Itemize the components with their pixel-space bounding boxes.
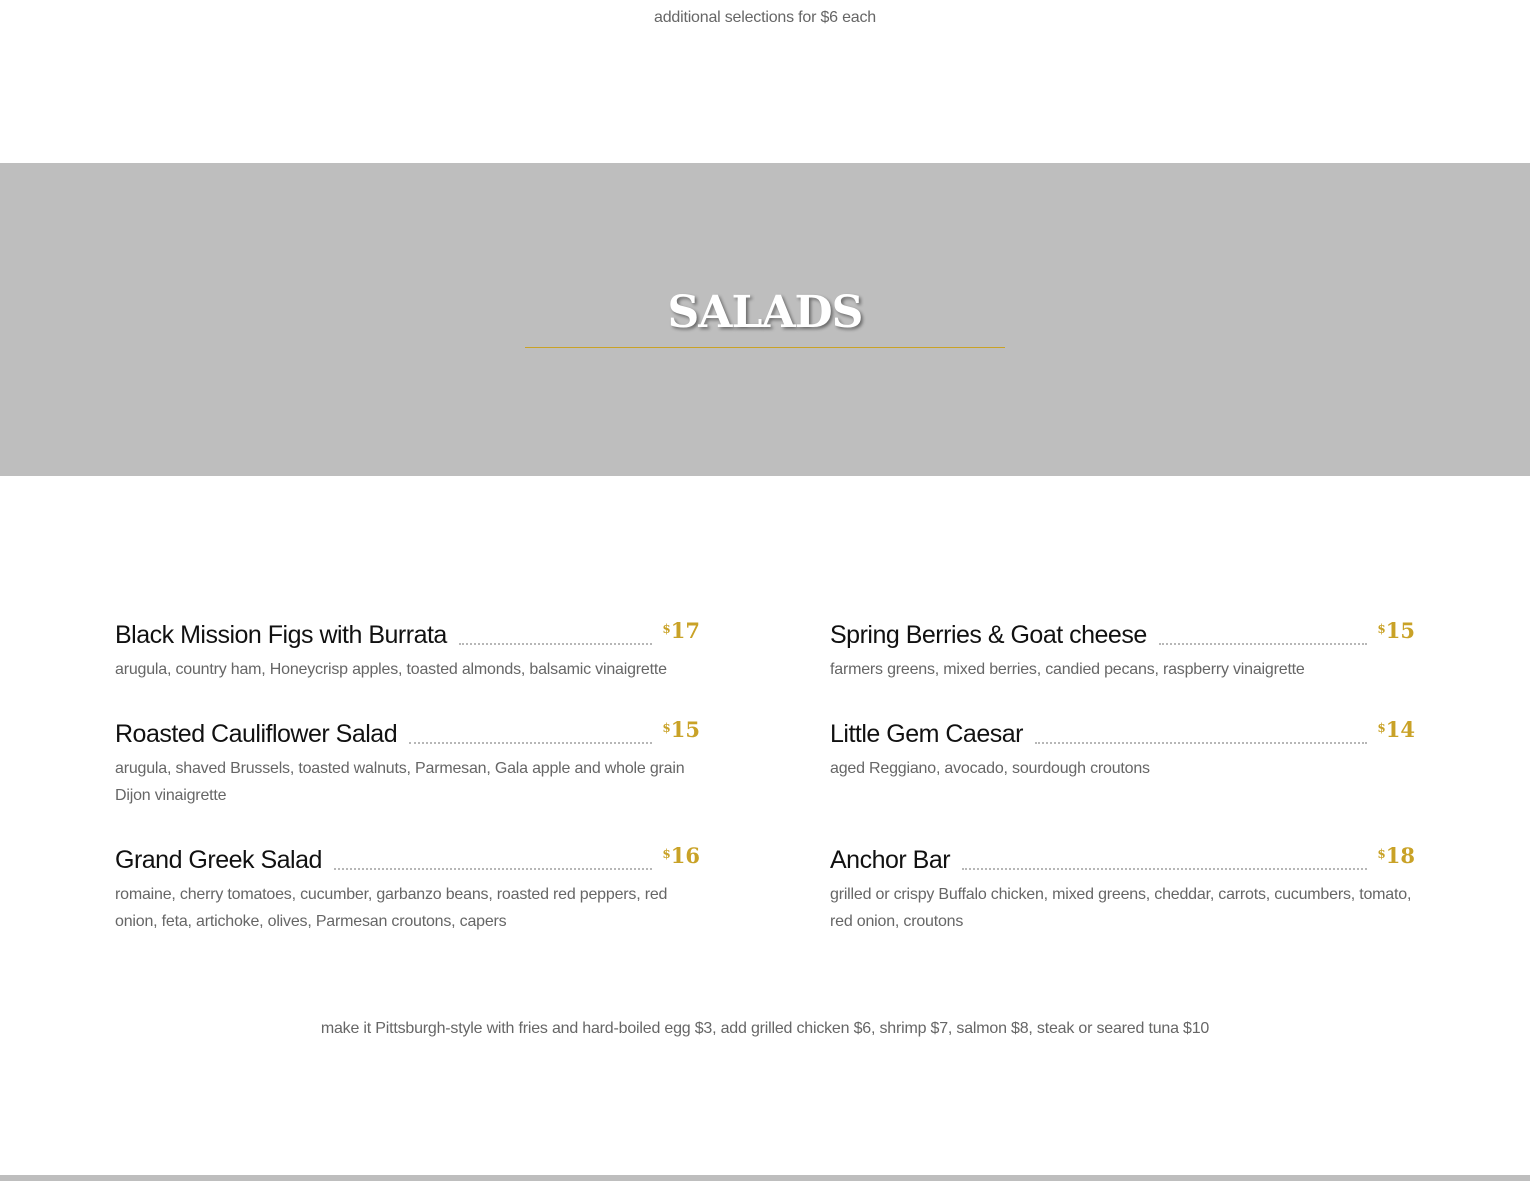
price-value: 16 — [670, 843, 700, 868]
item-name: Little Gem Caesar — [830, 720, 1023, 748]
menu-item — [830, 717, 1415, 782]
dot-leader — [459, 643, 653, 645]
price-value: 15 — [1385, 618, 1415, 643]
item-name: Grand Greek Salad — [115, 846, 322, 874]
dot-leader — [409, 742, 652, 744]
title-underline — [525, 347, 1005, 348]
menu-item — [115, 717, 700, 809]
price-value: 15 — [670, 717, 700, 742]
currency-symbol: $ — [1377, 847, 1386, 861]
item-price — [662, 713, 700, 747]
item-price — [1377, 614, 1415, 648]
section-title: SALADS — [667, 287, 863, 338]
item-name: Anchor Bar — [830, 846, 951, 874]
menu-item — [115, 843, 700, 935]
item-name: Roasted Cauliflower Salad — [115, 720, 398, 748]
currency-symbol: $ — [662, 622, 671, 636]
price-value: 14 — [1385, 717, 1415, 742]
currency-symbol: $ — [662, 847, 671, 861]
price-value: 17 — [670, 618, 700, 643]
item-description: grilled or crispy Buffalo chicken, mixed greens, cheddar, carrots, cucumbers, tomato, red onion, croutons — [830, 886, 1412, 930]
dot-leader — [334, 868, 653, 870]
currency-symbol: $ — [1377, 622, 1386, 636]
menu-item — [115, 618, 700, 683]
add-ons-note: make it Pittsburgh-style with fries and hard-boiled egg $3, add grilled chicken $6, shrimp $7, salmon $8, steak or seared tuna $10 — [320, 1020, 1210, 1037]
dot-leader — [962, 868, 1367, 870]
item-description: romaine, cherry tomatoes, cucumber, garbanzo beans, roasted red peppers, red onion, feta, artichoke, olives, Parmesan croutons, capers — [115, 886, 668, 930]
salads-section-header — [0, 163, 1530, 476]
price-value: 18 — [1385, 843, 1415, 868]
footer-band — [0, 1175, 1530, 1181]
item-price — [662, 614, 700, 648]
currency-symbol: $ — [662, 721, 671, 735]
menu-item — [830, 618, 1415, 683]
item-name: Black Mission Figs with Burrata — [115, 621, 447, 649]
dot-leader — [1035, 742, 1367, 744]
currency-symbol: $ — [1377, 721, 1386, 735]
dot-leader — [1159, 643, 1368, 645]
item-description: aged Reggiano, avocado, sourdough croutons — [830, 760, 1150, 777]
additional-selections-note: additional selections for $6 each — [654, 9, 876, 26]
item-price — [1377, 839, 1415, 873]
item-price — [1377, 713, 1415, 747]
item-name: Spring Berries & Goat cheese — [830, 621, 1147, 649]
item-description: arugula, country ham, Honeycrisp apples, toasted almonds, balsamic vinaigrette — [115, 661, 667, 678]
item-description: arugula, shaved Brussels, toasted walnuts, Parmesan, Gala apple and whole grain Dijon vinaigrette — [115, 760, 685, 804]
item-price — [662, 839, 700, 873]
menu-item — [830, 843, 1415, 935]
item-description: farmers greens, mixed berries, candied pecans, raspberry vinaigrette — [830, 661, 1305, 678]
